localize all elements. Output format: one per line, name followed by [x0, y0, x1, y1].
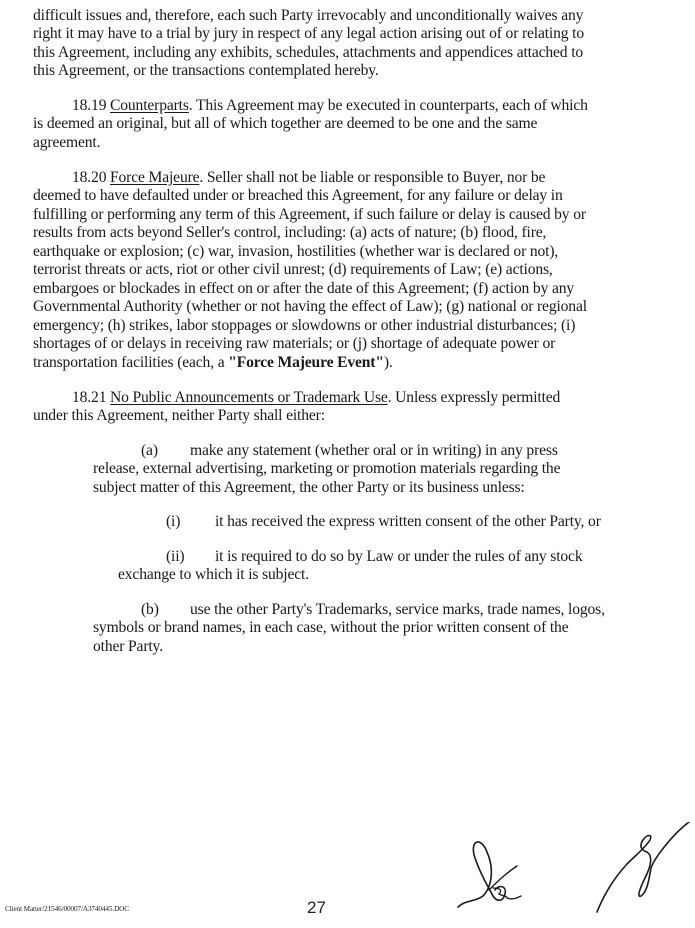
section-text: . This Agreement may be executed in counterparts, each of which: [188, 97, 588, 114]
text-line: this Agreement, including any exhibits, schedules, attachments and appendices attached to: [33, 44, 584, 61]
section-heading: Force Majeure: [110, 169, 200, 186]
item-label: (ii): [166, 548, 185, 565]
text-line: earthquake or explosion; (c) war, invasion, hostilities (whether war is declared or not),: [33, 243, 559, 260]
defined-term: "Force Majeure Event": [228, 354, 384, 371]
section-first-line: [72, 169, 545, 187]
text-line: shortages of or delays in receiving raw materials; or (j) shortage of adequate power or: [33, 335, 556, 352]
item-label: (b): [141, 601, 159, 618]
initials-signature-2: [595, 822, 690, 914]
text-line: agreement.: [33, 134, 101, 151]
section-number: 18.21: [72, 389, 107, 406]
text-line: terrorist threats or acts, riot or other civil unrest; (d) requirements of Law; (e) actions,: [33, 261, 553, 278]
section-text: . Unless expressly permitted: [387, 389, 561, 406]
text-line: this Agreement, or the transactions contemplated hereby.: [33, 62, 379, 79]
item-label: (a): [141, 442, 158, 459]
footer-file-path: Client Matter/21546/00007/A3740445.DOC: [5, 905, 129, 913]
section-number: 18.20: [72, 169, 107, 186]
section-text: ).: [383, 354, 393, 371]
section-text: transportation facilities (each, a: [33, 354, 229, 371]
initials-signature-1: [455, 830, 535, 910]
text-line: right it may have to a trial by jury in respect of any legal action arising out of or relating to: [33, 25, 584, 42]
section-number: 18.19: [72, 97, 107, 114]
text-line: use the other Party's Trademarks, service marks, trade names, logos,: [190, 601, 605, 618]
text-line: difficult issues and, therefore, each such Party irrevocably and unconditionally waives any: [33, 7, 584, 24]
text-line: make any statement (whether oral or in writing) in any press: [190, 442, 558, 459]
section-heading: No Public Announcements or Trademark Use: [110, 389, 388, 406]
section-first-line: [72, 389, 560, 407]
text-line: symbols or brand names, in each case, without the prior written consent of the: [93, 619, 569, 636]
text-line: exchange to which it is subject.: [118, 566, 309, 583]
text-line: emergency; (h) strikes, labor stoppages or slowdowns or other industrial disturbances; (i): [33, 317, 576, 334]
text-line: is deemed an original, but all of which together are deemed to be one and the same: [33, 115, 538, 132]
text-line: other Party.: [93, 638, 163, 655]
text-line: fulfilling or performing any term of this Agreement, if such failure or delay is caused by or: [33, 206, 586, 223]
section-text: . Seller shall not be liable or responsible to Buyer, nor be: [199, 169, 546, 186]
text-line: results from acts beyond Seller's control, including: (a) acts of nature; (b) flood, fire,: [33, 224, 547, 241]
text-line: embargoes or blockades in effect on or after the date of this Agreement; (f) action by any: [33, 280, 575, 297]
text-line: subject matter of this Agreement, the other Party or its business unless:: [93, 479, 525, 496]
text-line: [33, 354, 393, 372]
item-label: (i): [166, 513, 181, 530]
text-line: under this Agreement, neither Party shall either:: [33, 407, 325, 424]
text-line: it is required to do so by Law or under the rules of any stock: [215, 548, 583, 565]
page-number: 27: [307, 898, 326, 917]
section-first-line: [72, 97, 588, 115]
text-line: Governmental Authority (whether or not having the effect of Law); (g) national or regional: [33, 298, 587, 315]
section-heading: Counterparts: [110, 97, 189, 114]
text-line: it has received the express written consent of the other Party, or: [215, 513, 601, 530]
text-line: release, external advertising, marketing or promotion materials regarding the: [93, 460, 561, 477]
text-line: deemed to have defaulted under or breached this Agreement, for any failure or delay in: [33, 187, 563, 204]
